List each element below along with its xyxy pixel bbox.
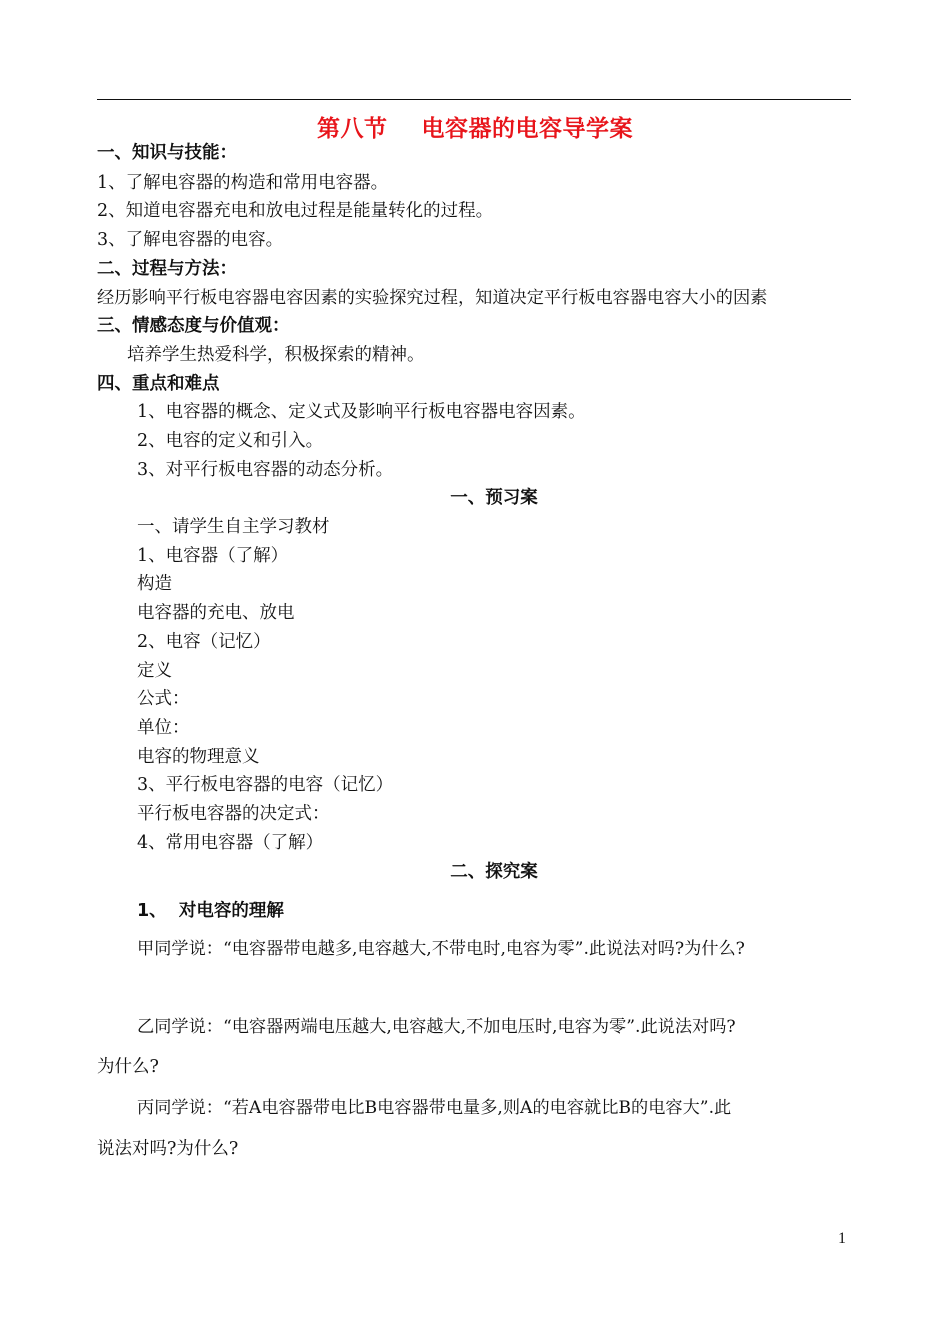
section-heading-attitude: 三、情感态度与价值观： [97, 316, 290, 336]
page-title: 第八节 电容器的电容导学案 [316, 116, 634, 142]
list-item: 2、电容（记忆） [137, 632, 271, 652]
list-item: 2、知道电容器充电和放电过程是能量转化的过程。 [97, 201, 494, 221]
question-title: 1、 对电容的理解 [137, 901, 284, 921]
paragraph: 经历影响平行板电容器电容因素的实验探究过程，知道决定平行板电容器电容大小的因素 [97, 288, 768, 308]
list-item: 1、电容器的概念、定义式及影响平行板电容器电容因素。 [137, 402, 586, 422]
section-heading-key-points: 四、重点和难点 [97, 374, 220, 394]
section-heading-preview: 一、预习案 [450, 488, 538, 508]
page-number: 1 [838, 1230, 846, 1247]
list-item: 2、电容的定义和引入。 [137, 431, 324, 451]
question-3-line-2: 说法对吗?为什么? [97, 1139, 239, 1159]
question-2-line-1: 乙同学说：“电容器两端电压越大,电容越大,不加电压时,电容为零”.此说法对吗? [137, 1017, 736, 1037]
section-heading-process: 二、过程与方法： [97, 259, 237, 279]
question-1: 甲同学说：“电容器带电越多,电容越大,不带电时,电容为零”.此说法对吗?为什么? [137, 939, 745, 959]
list-item: 定义 [137, 661, 172, 681]
list-item: 4、常用电容器（了解） [137, 833, 324, 853]
list-item: 1、了解电容器的构造和常用电容器。 [97, 173, 389, 193]
header-rule [97, 99, 851, 100]
list-item: 电容的物理意义 [137, 747, 260, 767]
question-3-line-1: 丙同学说：“若A电容器带电比B电容器带电量多,则A的电容就比B的电容大”.此 [137, 1098, 732, 1118]
section-heading-explore: 二、探究案 [450, 862, 538, 882]
list-item: 3、平行板电容器的电容（记忆） [137, 775, 394, 795]
list-item: 构造 [137, 574, 172, 594]
list-item: 3、对平行板电容器的动态分析。 [137, 460, 394, 480]
section-heading-knowledge: 一、知识与技能： [97, 143, 237, 163]
list-item: 一、请学生自主学习教材 [137, 517, 330, 537]
paragraph: 培养学生热爱科学，积极探索的精神。 [127, 345, 425, 365]
question-2-line-2: 为什么? [97, 1057, 159, 1077]
list-item: 单位： [137, 718, 190, 738]
list-item: 1、电容器（了解） [137, 546, 289, 566]
list-item: 电容器的充电、放电 [137, 603, 295, 623]
list-item: 3、了解电容器的电容。 [97, 230, 284, 250]
list-item: 公式： [137, 689, 190, 709]
list-item: 平行板电容器的决定式： [137, 804, 330, 824]
